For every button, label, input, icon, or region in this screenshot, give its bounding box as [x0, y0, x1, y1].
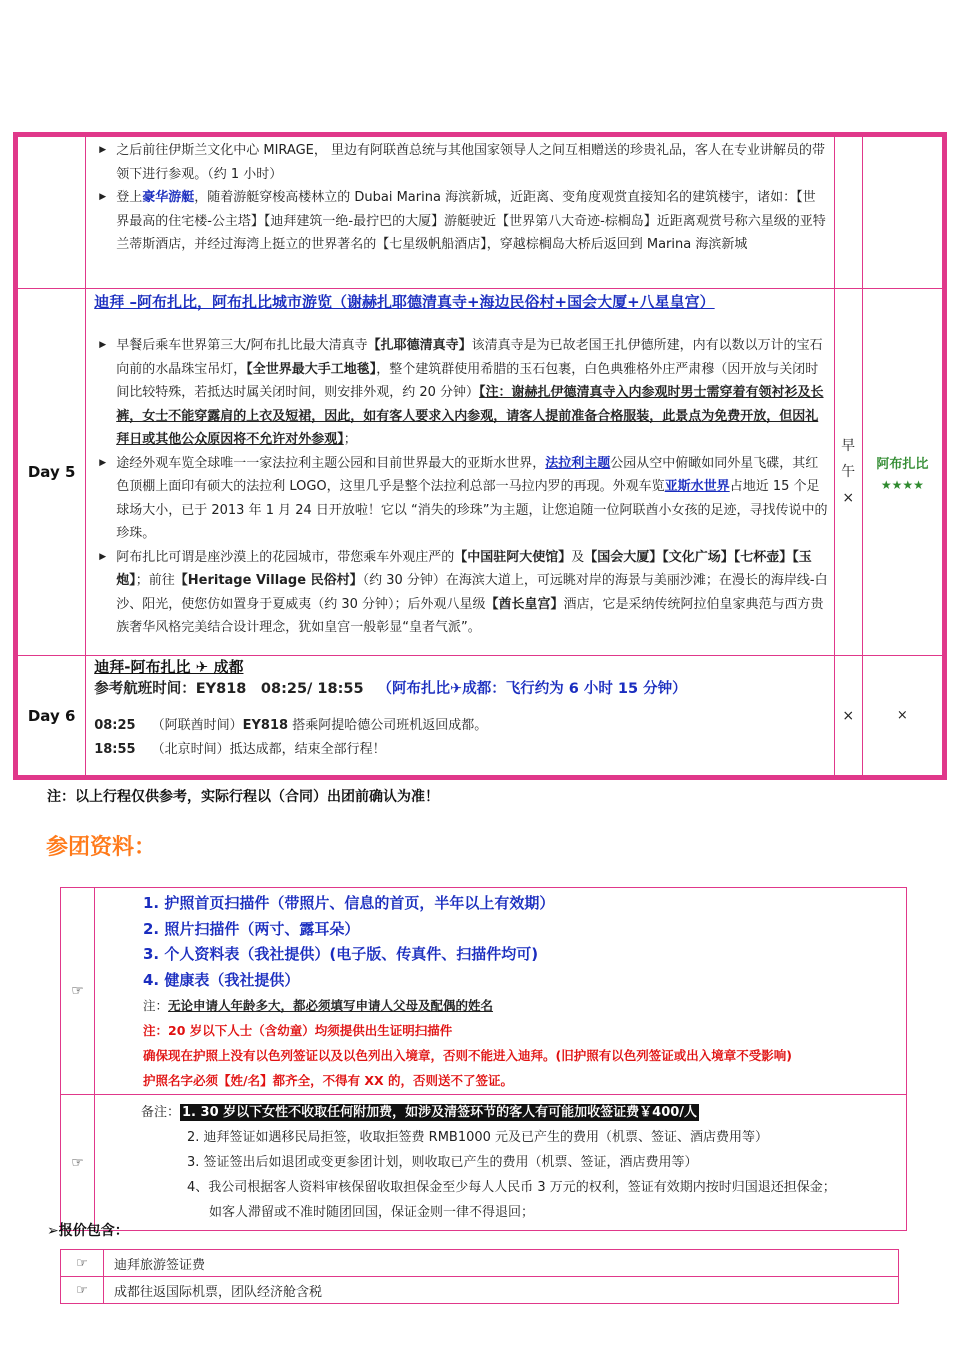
bullet-text: 及 [571, 549, 585, 565]
materials-row [61, 888, 907, 1095]
material-note [143, 993, 905, 1018]
meal-dinner: × [842, 490, 855, 506]
remark-item: 3. 签证签出后如退团或变更参团计划，则收取已产生的费用（机票、签证，酒店费用等） [187, 1155, 698, 1170]
day-label: Day 6 [18, 656, 86, 776]
day-label: Day 5 [18, 289, 86, 656]
hand-pointer-icon: ☞ [61, 1095, 95, 1231]
meal-lunch: 午 [841, 464, 856, 480]
bullet-text: 亚斯水世界 [664, 479, 730, 494]
bullet-text: 豪华游艇 [142, 190, 195, 205]
hand-pointer-icon: ☞ [61, 888, 95, 1095]
remarks-row [61, 1095, 907, 1231]
schedule-timezone: （阿联酋时间） [151, 718, 243, 733]
bullet-text: 登上 [116, 190, 143, 205]
section-title: 参团资料： [46, 835, 157, 860]
day-label-cell [18, 137, 86, 289]
bullet-text: 【全世界最大手工地毯】 [246, 361, 377, 377]
bullet-text: 之后前往伊斯兰文化中心 MIRAGE， 里边有阿联酋总统与其他国家领导人之间互相赠送的珍贵礼品，客人在专业讲解员的带领下进行参观。（约 1 小时） [116, 143, 825, 182]
includes-title: ➢报价包含： [47, 1223, 129, 1239]
note-text: 无论申请人年龄多大，都必须填写申请人父母及配偶的姓名 [168, 998, 494, 1013]
bullet-text: 早餐后乘车世界第三大/阿布扎比最大清真寺 [116, 338, 368, 353]
bullet-text: 占地近 15 个足球场大小，已于 2013 年 1 月 24 日开放啦！它以 “消失的珍珠”为主题，让您追随一位阿联酋小女孩的足迹，寻找传说中的珍珠。 [116, 479, 828, 541]
remark-item: 4、我公司根据客人资料审核保留收取担保金至少每人人民币 3 万元的权利，签证有效期内按时归国退还担保金； [187, 1180, 836, 1195]
itinerary-bullet [94, 186, 827, 257]
flight-info [94, 678, 827, 700]
itinerary-table [13, 132, 947, 780]
itinerary-note: 注：以上行程仅供参考，实际行程以（合同）出团前确认为准！ [47, 789, 439, 805]
meal-cell [834, 137, 862, 289]
bullet-text: ；前往 [135, 573, 175, 588]
remark-item: 2. 迪拜签证如遇移民局拒签，收取拒签费 RMB1000 元及已产生的费用（机票、签证、酒店费用等） [187, 1130, 769, 1145]
flight-note: （阿布扎比✈成都：飞行约为 6 小时 15 分钟） [377, 681, 687, 697]
bullet-text: ； [343, 432, 357, 447]
hotel-cell: × [862, 656, 942, 776]
schedule-time: 08:25 [94, 718, 136, 733]
material-item: 2. 照片扫描件（两寸、露耳朵） [143, 919, 360, 938]
bullet-text: 该清真寺是为已故老国王扎伊德所建，内有以数以万计的宝石向前的水晶珠宝吊灯， [116, 338, 823, 377]
day4-content [86, 137, 834, 289]
materials-table [60, 887, 907, 1231]
flight-label: 参考航班时间： [94, 681, 196, 697]
bullet-text: （约 30 分钟）在海滨大道上，可远眺对岸的海景与美丽沙滩；在漫长的海岸线-白沙、阳光，使您仿如置身于夏威夷（约 30 分钟）；后外观八星级 [116, 573, 828, 612]
bullet-text: ，随着游艇穿梭高楼林立的 Dubai Marina 海滨新城，近距离、变角度观赏直接知名的建筑楼宇，诸如：【世界最高的住宅楼-公主塔】【迪拜建筑一绝-最拧巴的大厦】游艇驶近【世界第八大奇迹-棕榈岛】近距离观赏号称六星级的亚特兰蒂斯酒店，并经过海湾上挺立的世界著名的【七星级帆船酒店】，穿越棕榈岛大桥后返回到 Marina 海滨新城 [116, 190, 826, 252]
schedule-flight: EY818 [242, 718, 289, 733]
bullet-text: 公园从空中俯瞰如同外星飞碟，其红色顶棚上面印有硕大的法拉利 LOGO，这里几乎是整个法拉利总部一马拉内罗的再现。外观车览 [116, 455, 819, 494]
meal-cell: × [834, 656, 862, 776]
meal-breakfast: 早 [841, 438, 856, 454]
schedule-desc: 搭乘阿提哈德公司班机返回成都。 [288, 718, 488, 733]
schedule-time: 18:55 [94, 742, 136, 757]
flight-number: EY818 08:25/ 18:55 [195, 681, 364, 697]
includes-table [60, 1249, 899, 1304]
bullet-text: 【中国驻阿大使馆】 [454, 549, 572, 565]
remark-item: 如客人滞留或不准时随团回国，保证金则一律不得退回； [209, 1205, 535, 1220]
bullet-text: 【国会大厦】【文化广场】【七杯壶】【玉炮】 [116, 549, 812, 588]
bullet-text: 【Heritage Village 民俗村】 [174, 573, 363, 588]
remarks-list [95, 1095, 907, 1231]
hotel-cell [862, 289, 942, 656]
itinerary-bullet [94, 546, 827, 640]
schedule-timezone: （北京时间） [151, 742, 230, 757]
itinerary-bullet [94, 452, 827, 546]
bullet-text: 阿布扎比可谓是座沙漠上的花园城市，带您乘车外观庄严的 [116, 549, 455, 565]
itinerary-bullet [94, 139, 827, 186]
bullet-text: 法拉利主题 [545, 455, 611, 471]
include-item: 成都往返国际机票，团队经济舱含税 [104, 1277, 899, 1304]
remarks-label: 备注： [141, 1105, 181, 1120]
includes-row [61, 1277, 899, 1304]
schedule-row [94, 738, 827, 762]
hotel-cell [862, 137, 942, 289]
day5-content [86, 289, 834, 656]
remark-highlight: 1. 30 岁以下女性不收取任何附加费，如涉及清签环节的客人有可能加收签证费￥400/人 [182, 1105, 698, 1120]
bullet-text: ，整个建筑群使用希腊的玉石包裹，白色典雅格外庄严肃穆（因开放与关闭时间比较特殊，若抵达时属关闭时间，则安排外观，约 20 分钟） [116, 361, 819, 400]
hand-pointer-icon: ☞ [61, 1277, 104, 1304]
itinerary-row-day6 [18, 656, 943, 776]
remark-item [141, 1100, 905, 1125]
material-note: 确保现在护照上没有以色列签证以及以色列出入境章，否则不能进入迪拜。(旧护照有以色列签证或出入境章不受影响) [143, 1048, 792, 1063]
material-note: 护照名字必须【姓/名】都齐全，不得有 XX 的，否则送不了签证。 [143, 1073, 514, 1088]
material-item: 1. 护照首页扫描件（带照片、信息的首页，半年以上有效期） [143, 894, 555, 912]
note-prefix: 注： [143, 998, 169, 1013]
include-item: 迪拜旅游签证费 [104, 1250, 899, 1277]
materials-list [95, 888, 907, 1095]
schedule-row [94, 714, 827, 738]
bullet-text: 【酋长皇宫】 [485, 596, 564, 612]
bullet-text: 【扎耶德清真寺】 [367, 338, 472, 353]
meal-cell [834, 289, 862, 656]
day6-content [86, 656, 834, 776]
bullet-text: 酒店，它是采纳传统阿拉伯皇家典范与西方贵族奢华风格完美结合设计理念，犹如皇宫一般彰显“皇者气派”。 [116, 596, 824, 635]
bullet-text: 途经外观车览全球唯一一家法拉利主题公园和目前世界最大的亚斯水世界， [116, 455, 546, 471]
itinerary-bullet [94, 334, 827, 452]
day-title: 迪拜-阿布扎比 ✈ 成都 [94, 658, 244, 676]
material-item: 4. 健康表（我社提供） [143, 970, 300, 989]
material-note: 注：20 岁以下人士（含幼童）均须提供出生证明扫描件 [143, 1023, 453, 1038]
schedule-desc: 抵达成都，结束全部行程！ [229, 742, 386, 757]
itinerary-row-day5 [18, 289, 943, 656]
bullet-text: 【注：谢赫扎伊德清真寺入内参观时男士需穿着有领衬衫及长裤，女士不能穿露肩的上衣及短裙，因此，如有客人要求入内参观，请客人提前准备合格服装，此景点为免费开放，但因礼拜日或其他公众原因将不允许对外参观】 [116, 385, 824, 447]
includes-row [61, 1250, 899, 1277]
hotel-stars: ★★★★ [880, 477, 924, 492]
hand-pointer-icon: ☞ [61, 1250, 104, 1277]
day-title: 迪拜 –阿布扎比，阿布扎比城市游览（谢赫扎耶德清真寺+海边民俗村+国会大厦+八星皇宫） [94, 293, 715, 311]
itinerary-row-day4 [18, 137, 943, 289]
hotel-name: 阿布扎比 [876, 456, 929, 472]
material-item: 3. 个人资料表（我社提供）(电子版、传真件、扫描件均可) [143, 945, 539, 963]
